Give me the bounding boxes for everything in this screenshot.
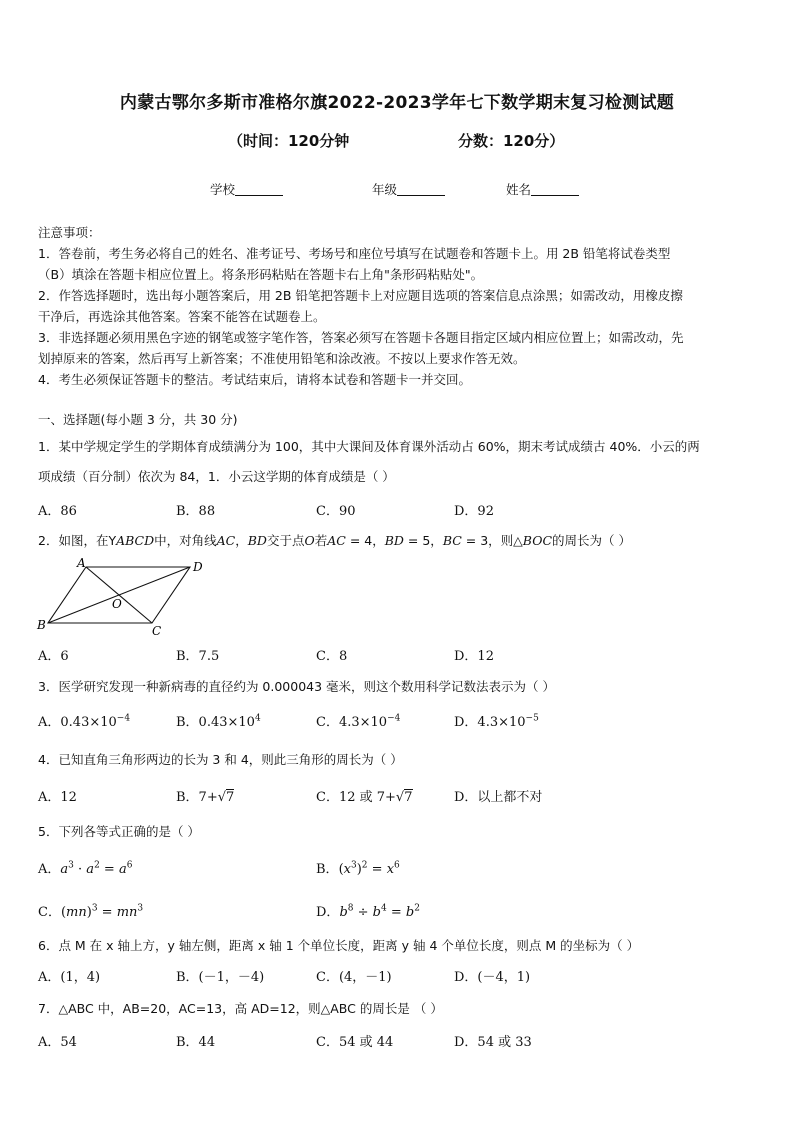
q5-stem: 5．下列各等式正确的是（ ）: [38, 824, 200, 839]
school-blank: [235, 183, 283, 196]
q2-var: ABCD: [116, 533, 155, 548]
q3-option-exp: 4: [254, 713, 261, 724]
radicand: 7: [226, 790, 235, 805]
q1-line2: 项成绩（百分制）依次为 84，1．小云这学期的体育成绩是（ ）: [38, 469, 395, 484]
q2-text: 中，对角线: [154, 533, 217, 548]
q7-option-d: D．54 或 33: [454, 1035, 532, 1050]
q7-option-a: A．54: [38, 1035, 77, 1050]
q2-option-a: A．6: [38, 649, 69, 664]
q2-text: = 3，则△: [461, 533, 523, 548]
notes-heading: 注意事项：: [38, 225, 101, 240]
q2-text: 2．如图，在: [38, 533, 109, 548]
q6-option-c: C．(4，－1): [316, 970, 392, 985]
vertex-label-d: D: [193, 560, 203, 574]
notes-line: 2．作答选择题时，选出每小题答案后，用 2B 铅笔把答题卡上对应题目选项的答案信息点涂黑；如需改动，用橡皮擦: [38, 288, 683, 303]
notes-line: 干净后，再选涂其他答案。答案不能答在试题卷上。: [38, 309, 326, 324]
q2-var: BD: [384, 533, 404, 548]
q2-text: ，: [235, 533, 248, 548]
q2-option-b: B．7.5: [176, 649, 220, 664]
school-field: [210, 180, 283, 198]
notes-line: 3．非选择题必须用黑色字迹的钢笔或签字笔作答，答案必须写在答题卡各题目指定区域内相应位置上；如需改动，先: [38, 330, 684, 345]
q3-option-exp: −4: [116, 713, 131, 724]
q4-stem: 4．已知直角三角形两边的长为 3 和 4，则此三角形的周长为（ ）: [38, 752, 403, 767]
q4-option-text: C．12 或 7+: [316, 790, 396, 805]
q4-option-b: [176, 786, 234, 805]
section-heading: 一、选择题(每小题 3 分，共 30 分): [38, 412, 238, 427]
sqrt-symbol: √: [217, 790, 227, 805]
q4-option-text: B．7+: [176, 790, 218, 805]
q7-stem: 7．△ABC 中，AB=20，AC=13，高 AD=12，则△ABC 的周长是 （ ）: [38, 1001, 443, 1016]
q3-option-c: [316, 711, 400, 730]
q3-option-text: B．0.43×10: [176, 715, 255, 730]
q2-text: 的周长为（ ）: [552, 533, 632, 548]
q3-option-d: [454, 711, 539, 730]
q1-option-c: C．90: [316, 504, 356, 519]
q2-var: AC: [216, 533, 236, 548]
school-label: 学校: [210, 182, 236, 197]
name-field: [506, 180, 579, 198]
vertex-label-a: A: [77, 556, 86, 570]
vertex-label-o: O: [112, 597, 122, 611]
q5-option-c: C．$(mn)^3 = mn^3$: [38, 903, 144, 920]
q2-text: = 4，: [345, 533, 385, 548]
vertex-label-b: B: [37, 618, 46, 632]
grade-blank: [397, 183, 445, 196]
option-label: B．: [316, 862, 339, 877]
notes-line: 4．考生必须保证答题卡的整洁。考试结束后，请将本试卷和答题卡一并交回。: [38, 372, 471, 387]
option-label: A．: [38, 862, 61, 877]
q6-option-a: A．(1，4): [38, 970, 101, 985]
page-title: 内蒙古鄂尔多斯市准格尔旗2022-2023学年七下数学期末复习检测试题: [119, 93, 675, 113]
grade-field: [372, 180, 445, 198]
q3-option-text: C．4.3×10: [316, 715, 388, 730]
q5-option-a: A．$a^3 \cdot a^2 = a^6$: [38, 860, 133, 877]
q7-option-c: C．54 或 44: [316, 1035, 394, 1050]
diagonal-bd: [48, 567, 190, 623]
q2-text: = 5，: [403, 533, 443, 548]
q2-var: BOC: [522, 533, 553, 548]
q3-option-a: [38, 711, 130, 730]
q4-option-c: [316, 786, 413, 805]
q3-option-exp: −4: [387, 713, 401, 724]
parallelogram-figure: [34, 555, 206, 637]
q1-option-a: A．86: [38, 504, 77, 519]
radicand: 7: [404, 790, 413, 805]
q2-stem: [38, 531, 631, 549]
notes-line: 1．答卷前，考生务必将自己的姓名、准考证号、考场号和座位号填写在试题卷和答题卡上。用 2B 铅笔将试卷类型: [38, 246, 671, 261]
q3-option-exp: −5: [525, 713, 539, 724]
q1-line1: 1．某中学规定学生的学期体育成绩满分为 100，其中大课间及体育课外活动占 60%，期末考试成绩古 40%．小云的两: [38, 439, 700, 454]
name-blank: [531, 183, 579, 196]
grade-label: 年级: [372, 182, 398, 197]
notes-line: 划掉原来的答案，然后再写上新答案；不准使用铅笔和涂改液。不按以上要求作答无效。: [38, 351, 526, 366]
q3-stem: 3．医学研究发现一种新病毒的直径约为 0.000043 毫米，则这个数用科学记数法表示为（ ）: [38, 679, 556, 694]
q2-option-d: D．12: [454, 649, 494, 664]
q4-option-a: A．12: [38, 790, 77, 805]
sqrt-symbol: √: [395, 790, 405, 805]
q5-option-d: D．$b^8 \div b^4 = b^2$: [316, 903, 420, 920]
q3-option-b: [176, 711, 261, 730]
q3-option-text: A．0.43×10: [38, 715, 117, 730]
parallelogram-symbol: Y: [108, 533, 117, 548]
q1-option-b: B．88: [176, 504, 216, 519]
notes-line: （B）填涂在答题卡相应位置上。将条形码粘贴在答题卡右上角"条形码粘贴处"。: [38, 267, 484, 282]
option-label: D．: [316, 905, 340, 920]
notes-block: [38, 222, 683, 390]
q2-var: O: [304, 533, 315, 548]
q6-option-d: D．(－4，1): [454, 970, 531, 985]
q7-option-b: B．44: [176, 1035, 216, 1050]
q2-var: BC: [442, 533, 462, 548]
q6-stem: 6．点 M 在 x 轴上方，y 轴左侧，距离 x 轴 1 个单位长度，距离 y 轴 4 个单位长度，则点 M 的坐标为（ ）: [38, 938, 640, 953]
q3-option-text: D．4.3×10: [454, 715, 526, 730]
option-label: C．: [38, 905, 61, 920]
vertex-label-c: C: [152, 624, 162, 637]
q1-option-d: D．92: [454, 504, 494, 519]
q2-var: AC: [327, 533, 346, 548]
q2-text: 交于点: [266, 533, 305, 548]
q2-text: 若: [314, 533, 328, 548]
q2-option-c: C．8: [316, 649, 348, 664]
q6-option-b: B．(－1，－4): [176, 970, 265, 985]
q2-var: BD: [247, 533, 267, 548]
name-label: 姓名: [506, 182, 532, 197]
exam-score: 分数：120分）: [458, 132, 565, 150]
q5-option-b: B．$(x^3)^2 = x^6$: [316, 860, 400, 877]
exam-time: （时间：120分钟: [228, 132, 350, 150]
q4-option-d: D．以上都不对: [454, 790, 543, 805]
